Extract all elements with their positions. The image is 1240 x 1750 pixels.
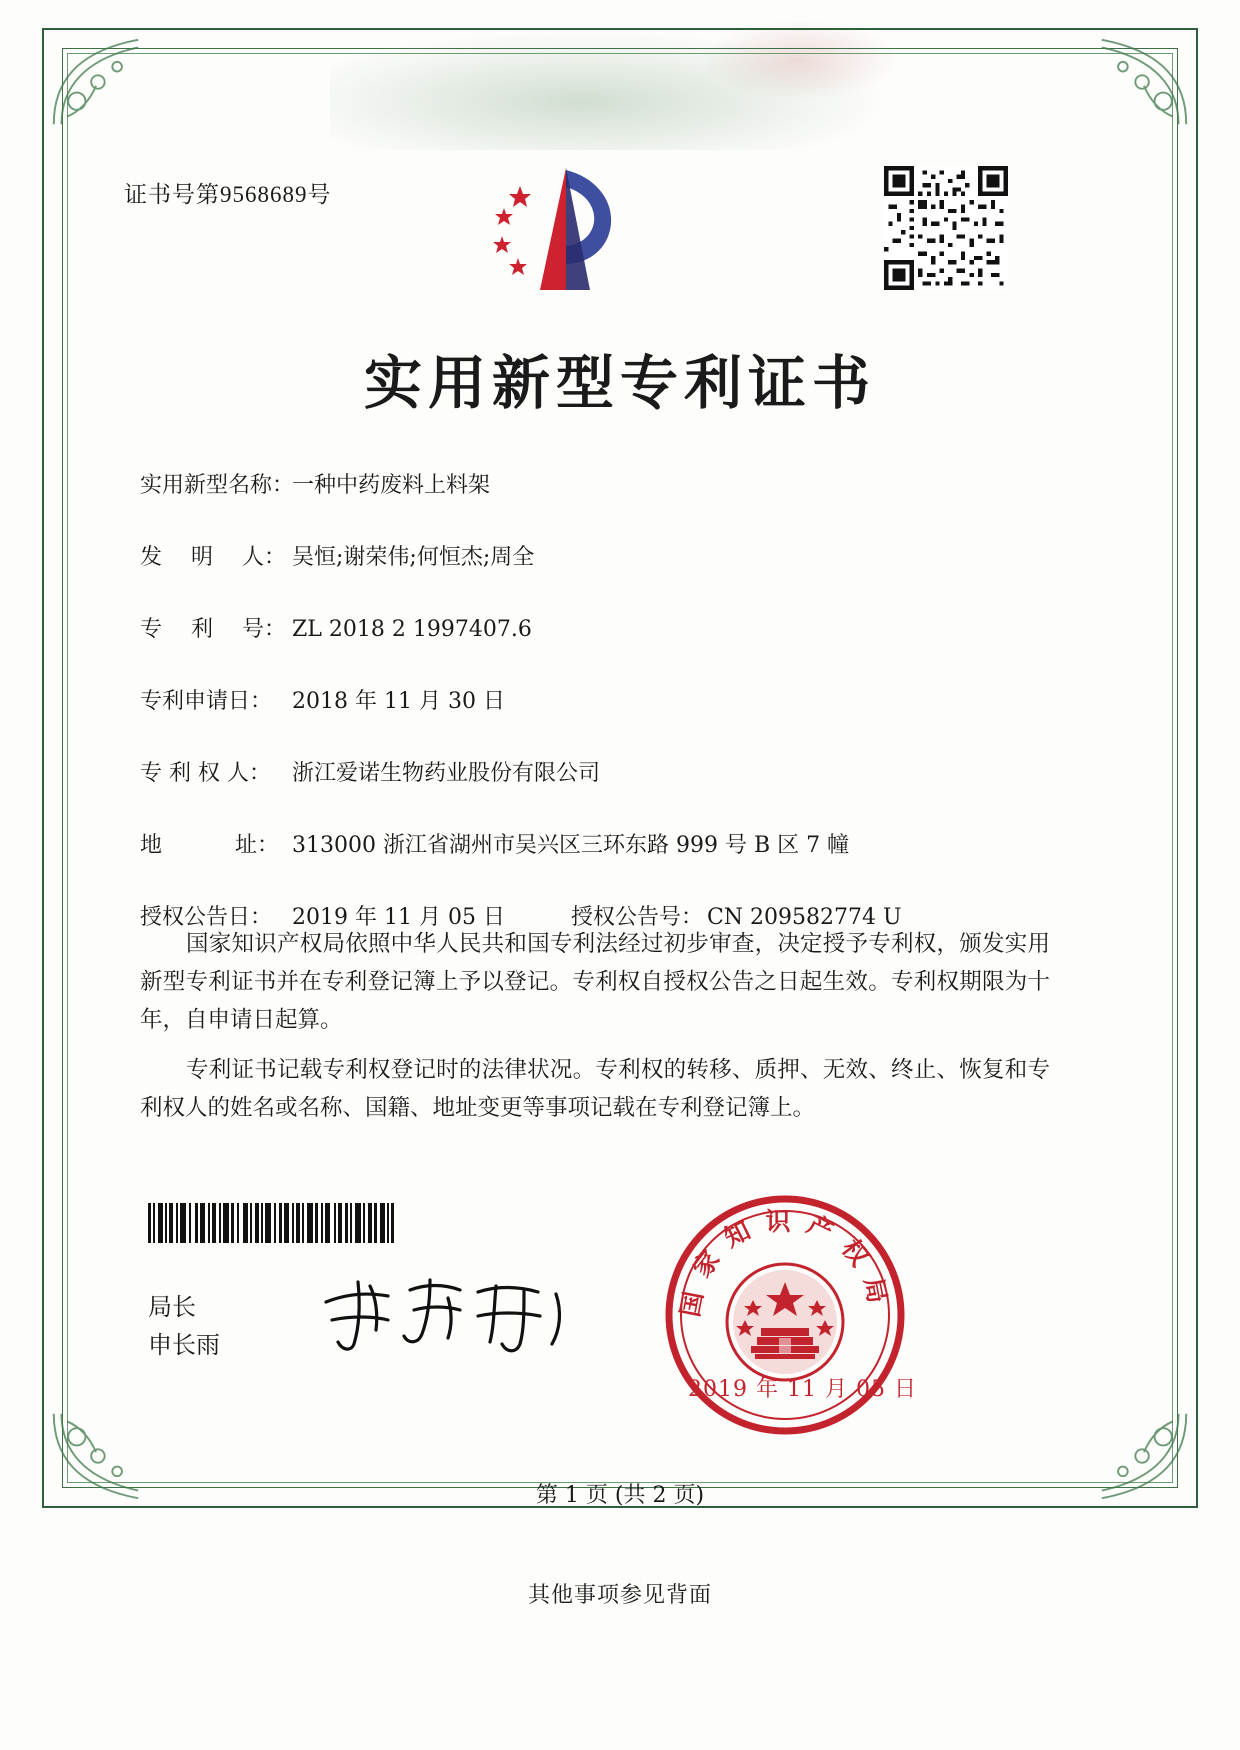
corner-ornament-top-left xyxy=(48,34,144,130)
field-patentee xyxy=(140,756,1040,787)
field-label: 实用新型名称： xyxy=(140,473,295,498)
signature-name: 申长雨 xyxy=(148,1331,220,1359)
field-patent-number xyxy=(140,612,1040,643)
certificate-number: 证书号第9568689号 xyxy=(124,182,332,207)
field-value: 313000 浙江省湖州市吴兴区三环东路 999 号 B 区 7 幢 xyxy=(292,833,850,858)
corner-ornament-top-right xyxy=(1096,34,1192,130)
paragraph-2: 专利证书记载专利权登记时的法律状况。专利权的转移、质押、无效、终止、恢复和专利权人的姓名或名称、国籍、地址变更等事项记载在专利登记簿上。 xyxy=(140,1057,1050,1121)
handwritten-signature-icon xyxy=(318,1268,568,1358)
field-label: 发 明 人： xyxy=(140,545,286,570)
field-value: 一种中药废料上料架 xyxy=(292,473,491,498)
field-inventors xyxy=(140,540,1040,571)
grant-number-value: CN 209582774 U xyxy=(706,905,902,930)
field-address xyxy=(140,828,1040,859)
field-value: 2018 年 11 月 30 日 xyxy=(292,689,505,714)
field-utility-model-name xyxy=(140,468,1040,499)
qr-code-icon xyxy=(884,166,1008,290)
field-value: 浙江爱诺生物药业股份有限公司 xyxy=(292,761,601,786)
field-list xyxy=(140,468,1040,972)
field-label: 地 址： xyxy=(140,833,279,858)
field-label: 专 利 号： xyxy=(140,617,286,642)
barcode xyxy=(148,1203,436,1243)
field-value: ZL 2018 2 1997407.6 xyxy=(292,617,532,642)
field-label: 专 利 权 人： xyxy=(140,761,271,786)
field-label: 授权公告日： xyxy=(140,905,273,930)
seal-date: 2019 年 11 月 05 日 xyxy=(688,1377,917,1402)
svg-text:国家知识产权局: 国家知识产权局 xyxy=(675,1207,895,1320)
back-side-note: 其他事项参见背面 xyxy=(527,1583,712,1608)
page-title: 实用新型专利证书 xyxy=(363,349,876,417)
page-number: 第 1 页 (共 2 页) xyxy=(535,1483,705,1508)
grant-date-value: 2019 年 11 月 05 日 xyxy=(292,905,505,930)
paragraph-1: 国家知识产权局依照中华人民共和国专利法经过初步审查，决定授予专利权，颁发实用新型专利证书并在专利登记簿上予以登记。专利权自授权公告之日起生效。专利权期限为十年，自申请日起算。 xyxy=(140,931,1050,1033)
cnipa-logo-icon xyxy=(470,160,660,305)
field-label: 专利申请日： xyxy=(140,689,273,714)
signature-block xyxy=(148,1288,220,1364)
legal-text xyxy=(140,925,1050,1139)
grant-number-label: 授权公告号： xyxy=(570,905,703,930)
field-application-date xyxy=(140,684,1040,715)
field-value: 吴恒;谢荣伟;何恒杰;周全 xyxy=(292,545,535,570)
signature-role: 局长 xyxy=(148,1293,196,1321)
